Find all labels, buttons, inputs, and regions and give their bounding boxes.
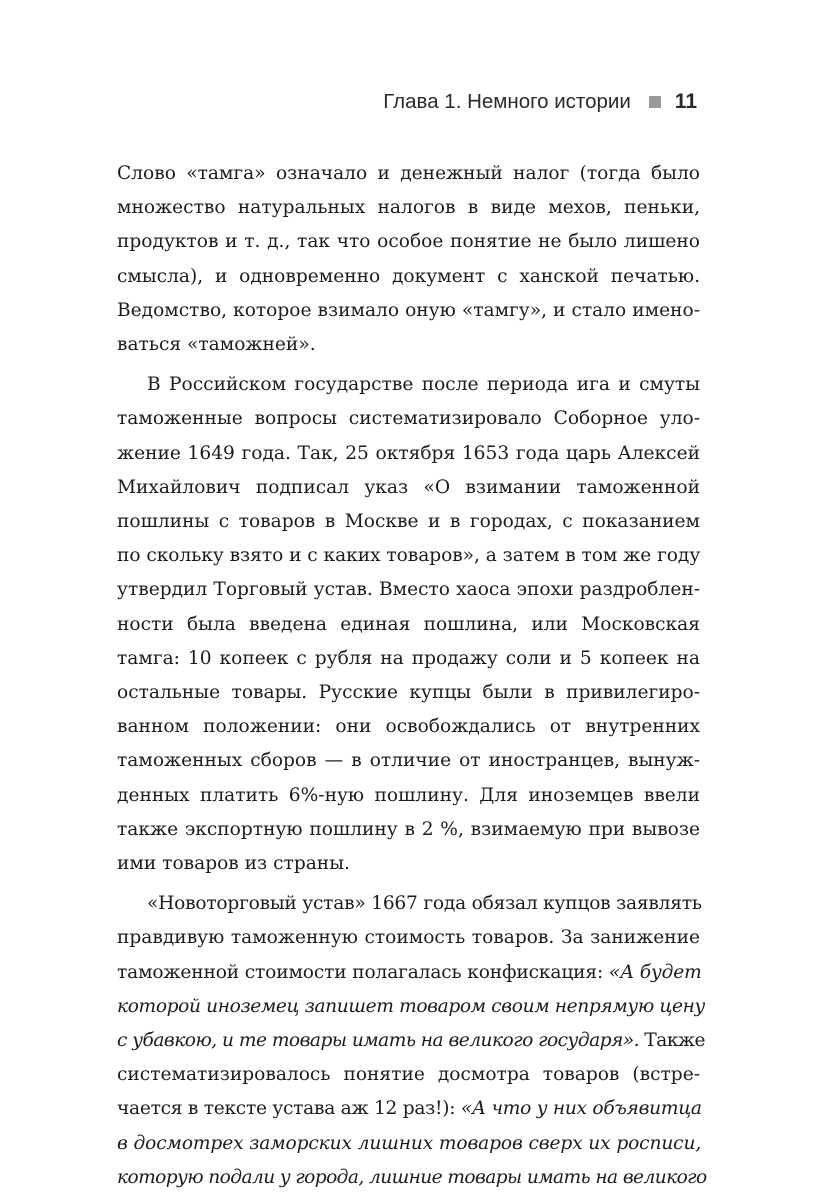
- text-italic-quote: «А что у них объявитца: [460, 1098, 702, 1120]
- text-italic-quote: в досмотрех заморских лишних товаров сверх их росписи,: [117, 1132, 702, 1154]
- text-line: денных платить 6%-ную пошлину. Для иноземцев ввели: [117, 784, 700, 806]
- text-line: ванном положении: они освобождались от внутренних: [117, 716, 700, 738]
- text-line: правдивую таможенную стоимость товаров. За занижение: [117, 927, 700, 949]
- text-line: таможенных сборов — в отличие от иностранцев, вынуж-: [117, 750, 700, 772]
- text-line: систематизировалось понятие досмотра товаров (встре-: [117, 1064, 700, 1086]
- text-italic-quote: «А будет: [608, 961, 702, 983]
- text-italic-quote: которую подали у города, лишние товары имать на великого: [117, 1166, 707, 1188]
- text-line-italic: [117, 990, 705, 1024]
- page-body: [117, 157, 707, 1195]
- text-line-mixed: [117, 1024, 705, 1058]
- text-line: Слово «тамга» означало и денежный налог (тогда было: [117, 163, 700, 184]
- text-line: множество натуральных налогов в виде мехов, пеньки,: [117, 197, 700, 219]
- separator-square-icon: [649, 96, 661, 108]
- text-line: продуктов и т. д., так что особое понятие не было лишено: [117, 231, 700, 253]
- text-line-mixed: [117, 956, 700, 990]
- text-plain: чается в тексте устава аж 12 раз!):: [117, 1098, 461, 1120]
- paragraph-1: [117, 157, 700, 362]
- text-line: по скольку взято и с каких товаров», а затем в том же году: [117, 545, 701, 567]
- chapter-title: Глава 1. Немного истории: [383, 90, 631, 113]
- text-line: таможенные вопросы систематизировало Соборное уло-: [117, 408, 700, 430]
- text-line: пошлины с товаров в Москве и в городах, с показанием: [117, 511, 700, 533]
- text-line: ваться «таможней».: [117, 334, 316, 356]
- text-line: также экспортную пошлину в 2 %, взимаемую при вывозе: [117, 818, 700, 840]
- text-line: Михайлович подписал указ «О взимании таможенной: [117, 476, 700, 498]
- running-header: [383, 90, 697, 114]
- text-plain: таможенной стоимости полагалась конфискация:: [117, 961, 609, 983]
- text-line: жение 1649 года. Так, 25 октября 1653 года царь Алексей: [117, 442, 700, 464]
- text-italic-quote: которой иноземец запишет товаром своим непрямую цену: [117, 995, 705, 1017]
- text-line: утвердил Торговый устав. Вместо хаоса эпохи раздроблен-: [117, 579, 700, 601]
- text-line: ими товаров из страны.: [117, 853, 350, 875]
- paragraph-2: [117, 368, 700, 881]
- text-line: остальные товары. Русские купцы были в привилегиро-: [117, 682, 700, 704]
- text-line: «Новоторговый устав» 1667 года обязал купцов заявлять: [147, 893, 702, 915]
- text-line: В Российском государстве после периода ига и смуты: [147, 374, 700, 396]
- text-line-mixed: [117, 1092, 700, 1126]
- text-italic-quote: с убавкою, и те товары имать на великого государя».: [117, 1030, 640, 1052]
- text-line: тамга: 10 копеек с рубля на продажу соли и 5 копеек на: [117, 647, 700, 669]
- text-line: ности была введена единая пошлина, или Московская: [117, 613, 700, 635]
- text-line-italic: [117, 1161, 707, 1195]
- text-line-italic: [117, 1127, 700, 1161]
- text-line: смысла), и одновременно документ с ханской печатью.: [117, 265, 700, 287]
- page-number: 11: [674, 90, 697, 113]
- text-plain: Также: [639, 1030, 705, 1052]
- text-line: Ведомство, которое взимало оную «тамгу», и стало имено-: [117, 299, 700, 321]
- paragraph-3: [117, 887, 707, 1195]
